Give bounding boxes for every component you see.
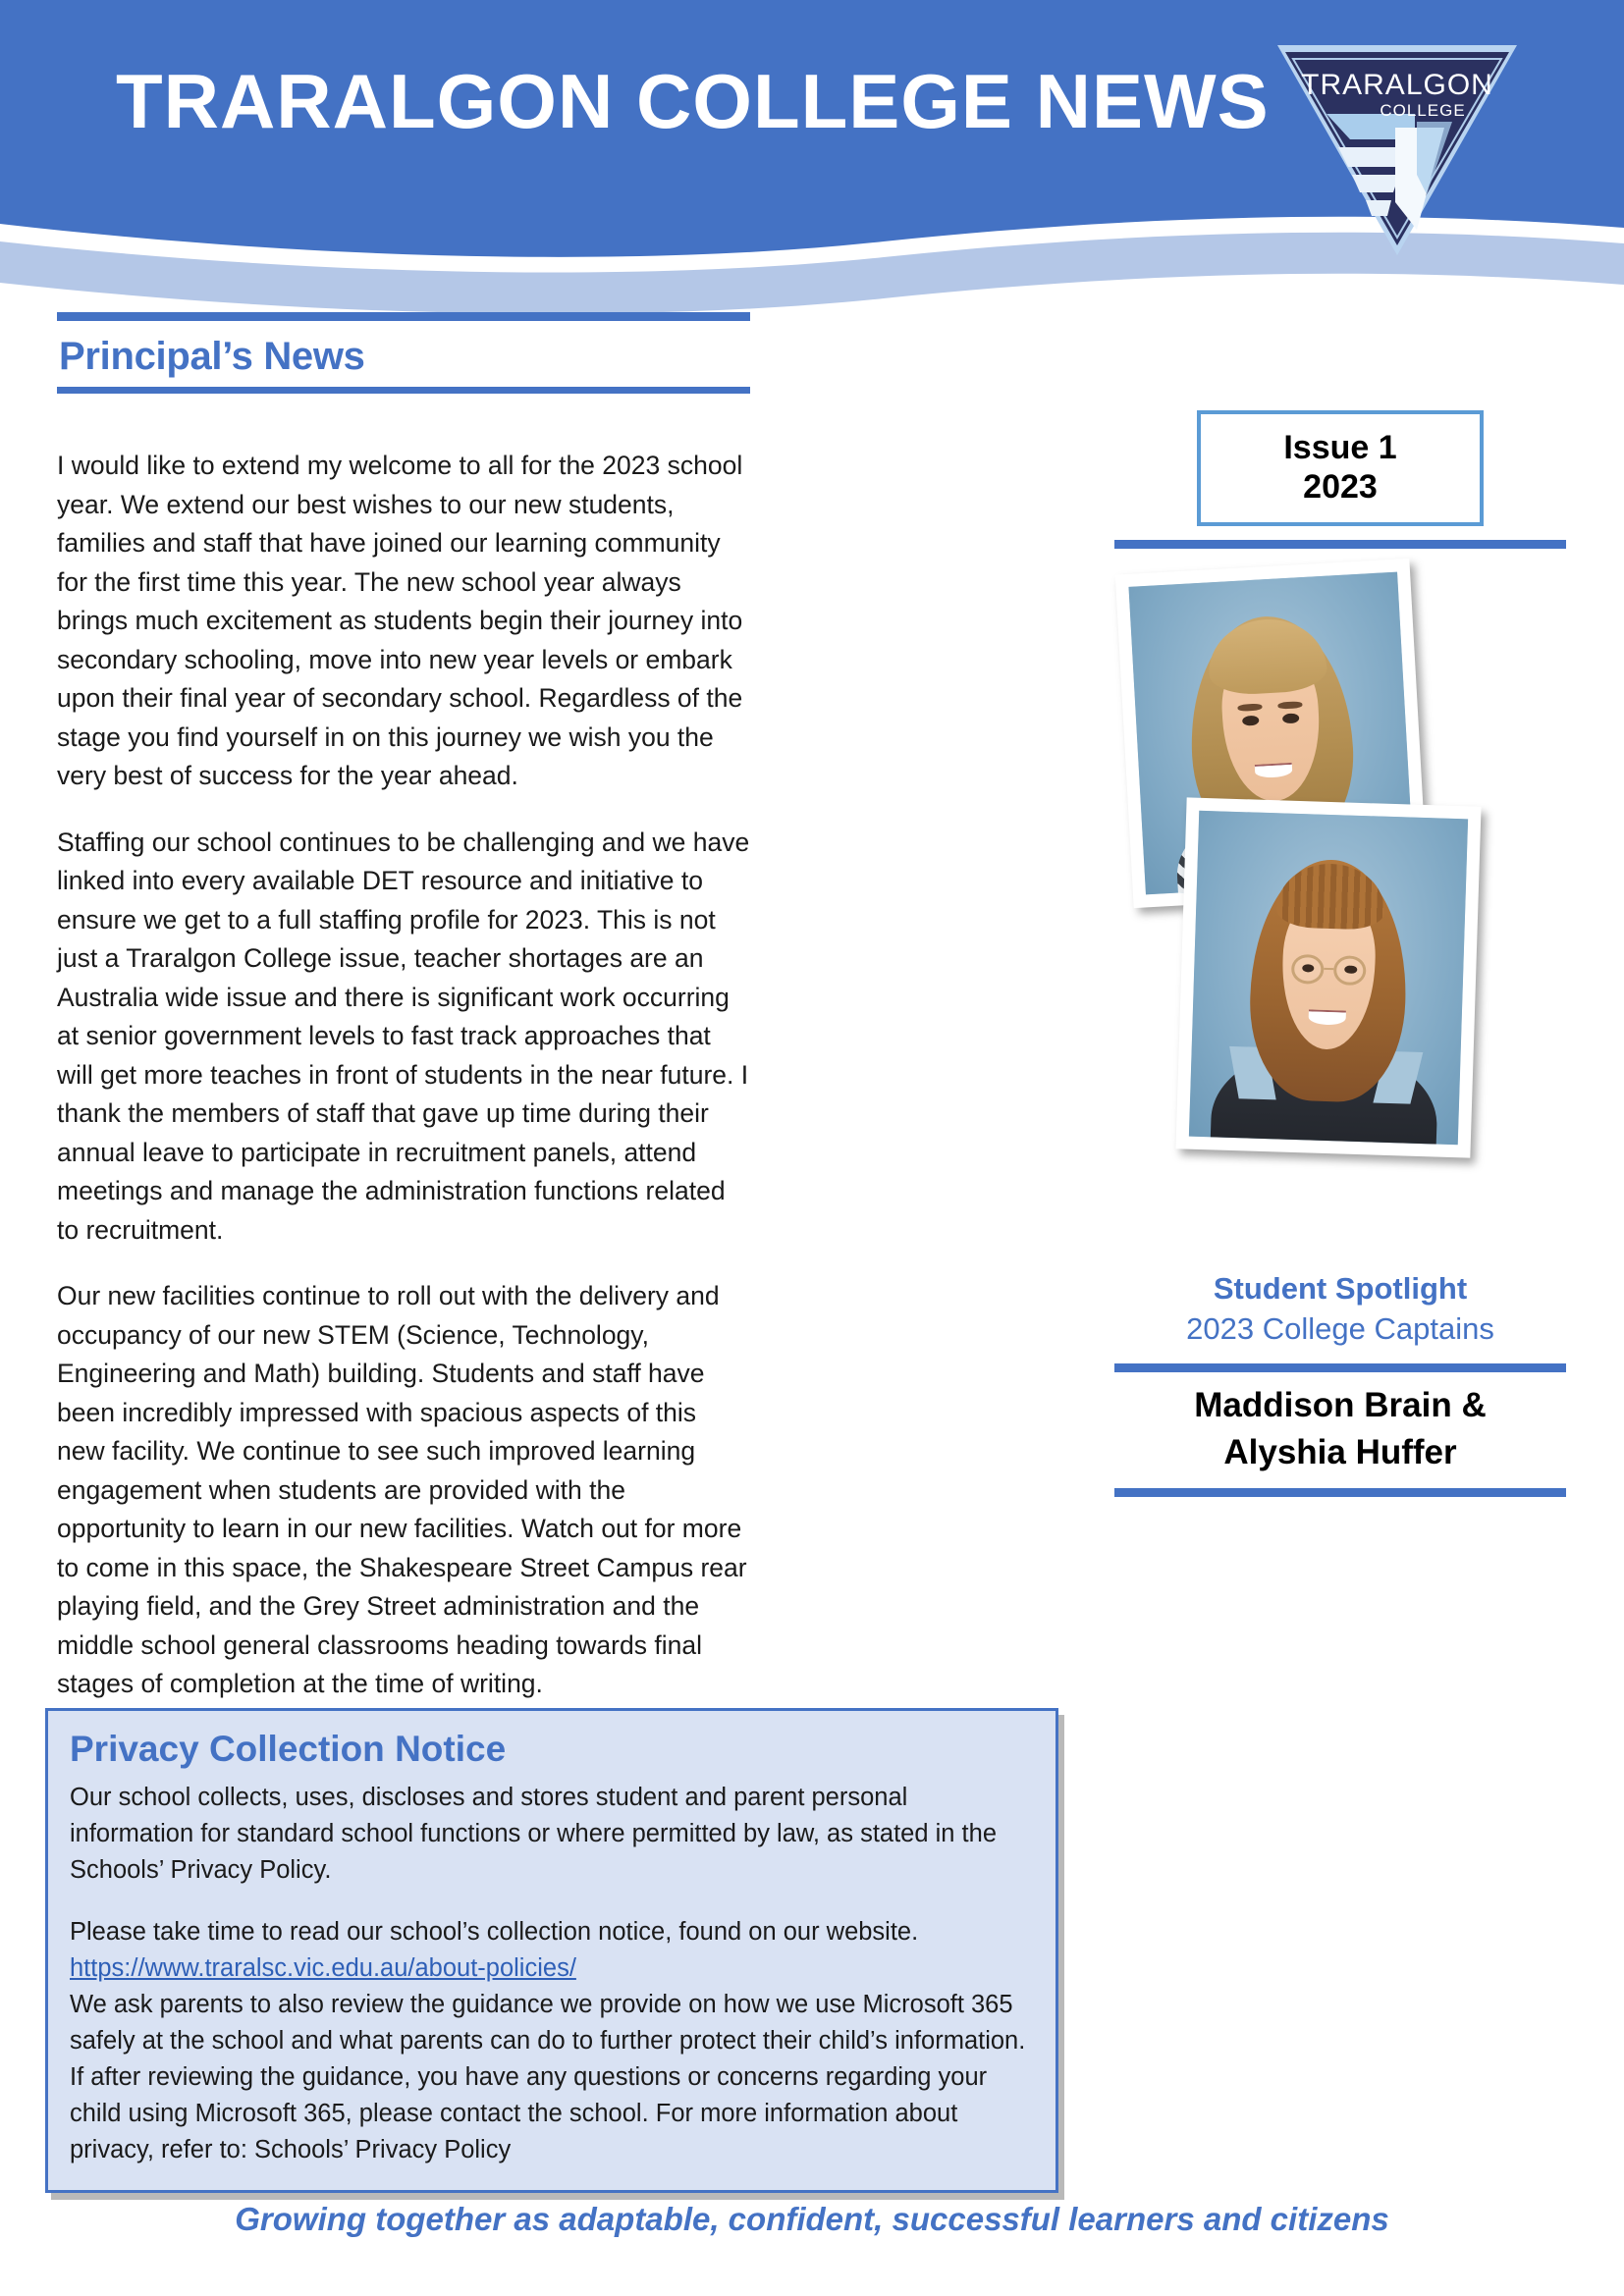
privacy-paragraph-1: Our school collects, uses, discloses and stores student and parent personal information for standard school functions or where permitted by law, as stated in the Schools’ Privacy Policy. (70, 1784, 997, 1884)
privacy-paragraph-2: Please take time to read our school’s collection notice, found on our website. (70, 1918, 919, 1946)
rule-above-captain-names (1114, 1363, 1566, 1372)
privacy-collection-notice (45, 1708, 1058, 2193)
rule-above-heading (57, 312, 750, 321)
privacy-notice-title: Privacy Collection Notice (70, 1729, 507, 1769)
principal-news-body (57, 447, 750, 1704)
rule-below-captain-names (1114, 1488, 1566, 1497)
privacy-paragraph-3: We ask parents to also review the guidance we provide on how we use Microsoft 365 safely at the school and what parents can do to further protect their child’s information. If after reviewing the guidance, you have any questions or concerns regarding your child using Microsoft 365, please contact the school. For more information about privacy, refer to: Schools’ Privacy Policy (70, 1991, 1026, 2163)
rule-below-issue-badge (1114, 540, 1566, 549)
principal-paragraph-1: I would like to extend my welcome to all for the 2023 school year. We extend our best wishes to our new students, families and staff that have joined our learning community for the first time this year. The new school year always brings much excitement as students begin their journey into secondary schooling, move into new year levels or embark upon their final year of secondary school. Regardless of the stage you find yourself in on this journey we wish you the very best of success for the year ahead. (57, 451, 743, 790)
logo-text-secondary: COLLEGE (1380, 101, 1466, 120)
captain-name-line-2: Alyshia Huffer (1223, 1433, 1457, 1471)
masthead-header (0, 0, 1624, 324)
principal-section-header (57, 312, 750, 394)
student-spotlight-subheading: 2023 College Captains (1186, 1311, 1494, 1346)
captain-name-line-1: Maddison Brain & (1194, 1386, 1487, 1424)
issue-number: Issue 1 (1283, 429, 1397, 466)
rule-below-heading (57, 387, 750, 394)
privacy-notice-body (70, 1780, 1034, 2168)
student-spotlight-heading: Student Spotlight (1213, 1271, 1468, 1306)
logo-text-primary: TRARALGON (1301, 69, 1493, 101)
issue-badge (1197, 410, 1484, 526)
portrait-illustration-two (1189, 811, 1468, 1145)
sidebar-column (1114, 410, 1566, 1497)
school-logo-icon (1270, 37, 1525, 263)
page-title: TRARALGON COLLEGE NEWS (116, 58, 1270, 144)
captain-photo-bottom (1175, 797, 1481, 1157)
privacy-policy-link[interactable]: https://www.traralsc.vic.edu.au/about-policies/ (70, 1954, 576, 1982)
captain-names (1114, 1372, 1566, 1484)
issue-year: 2023 (1303, 468, 1378, 506)
footer-tagline: Growing together as adaptable, confident, successful learners and citizens (235, 2201, 1389, 2237)
principal-paragraph-3: Our new facilities continue to roll out with the delivery and occupancy of our new STEM (Science, Technology, Engineering and Math) building. Students and staff have been incredibly impressed with spacious aspects of this new facility. We continue to see such improved learning engagement when students are provided with the opportunity to learn in our new facilities. Watch out for more to come in this space, the Shakespeare Street Campus rear playing field, and the Grey Street administration and the middle school general classrooms heading towards final stages of completion at the time of writing. (57, 1281, 747, 1698)
principal-paragraph-2: Staffing our school continues to be challenging and we have linked into every available DET resource and initiative to ensure we get to a full staffing profile for 2023. This is not just a Traralgon College issue, teacher shortages are an Australia wide issue and there is significant work occurring at senior government levels to fast track approaches that will get more teaches in front of students in the near future. I thank the members of staff that gave up time during their annual leave to participate in recruitment panels, attend meetings and manage the administration functions related to recruitment. (57, 827, 750, 1245)
principal-news-heading: Principal’s News (59, 335, 365, 378)
captain-photo-stack (1114, 566, 1566, 1254)
